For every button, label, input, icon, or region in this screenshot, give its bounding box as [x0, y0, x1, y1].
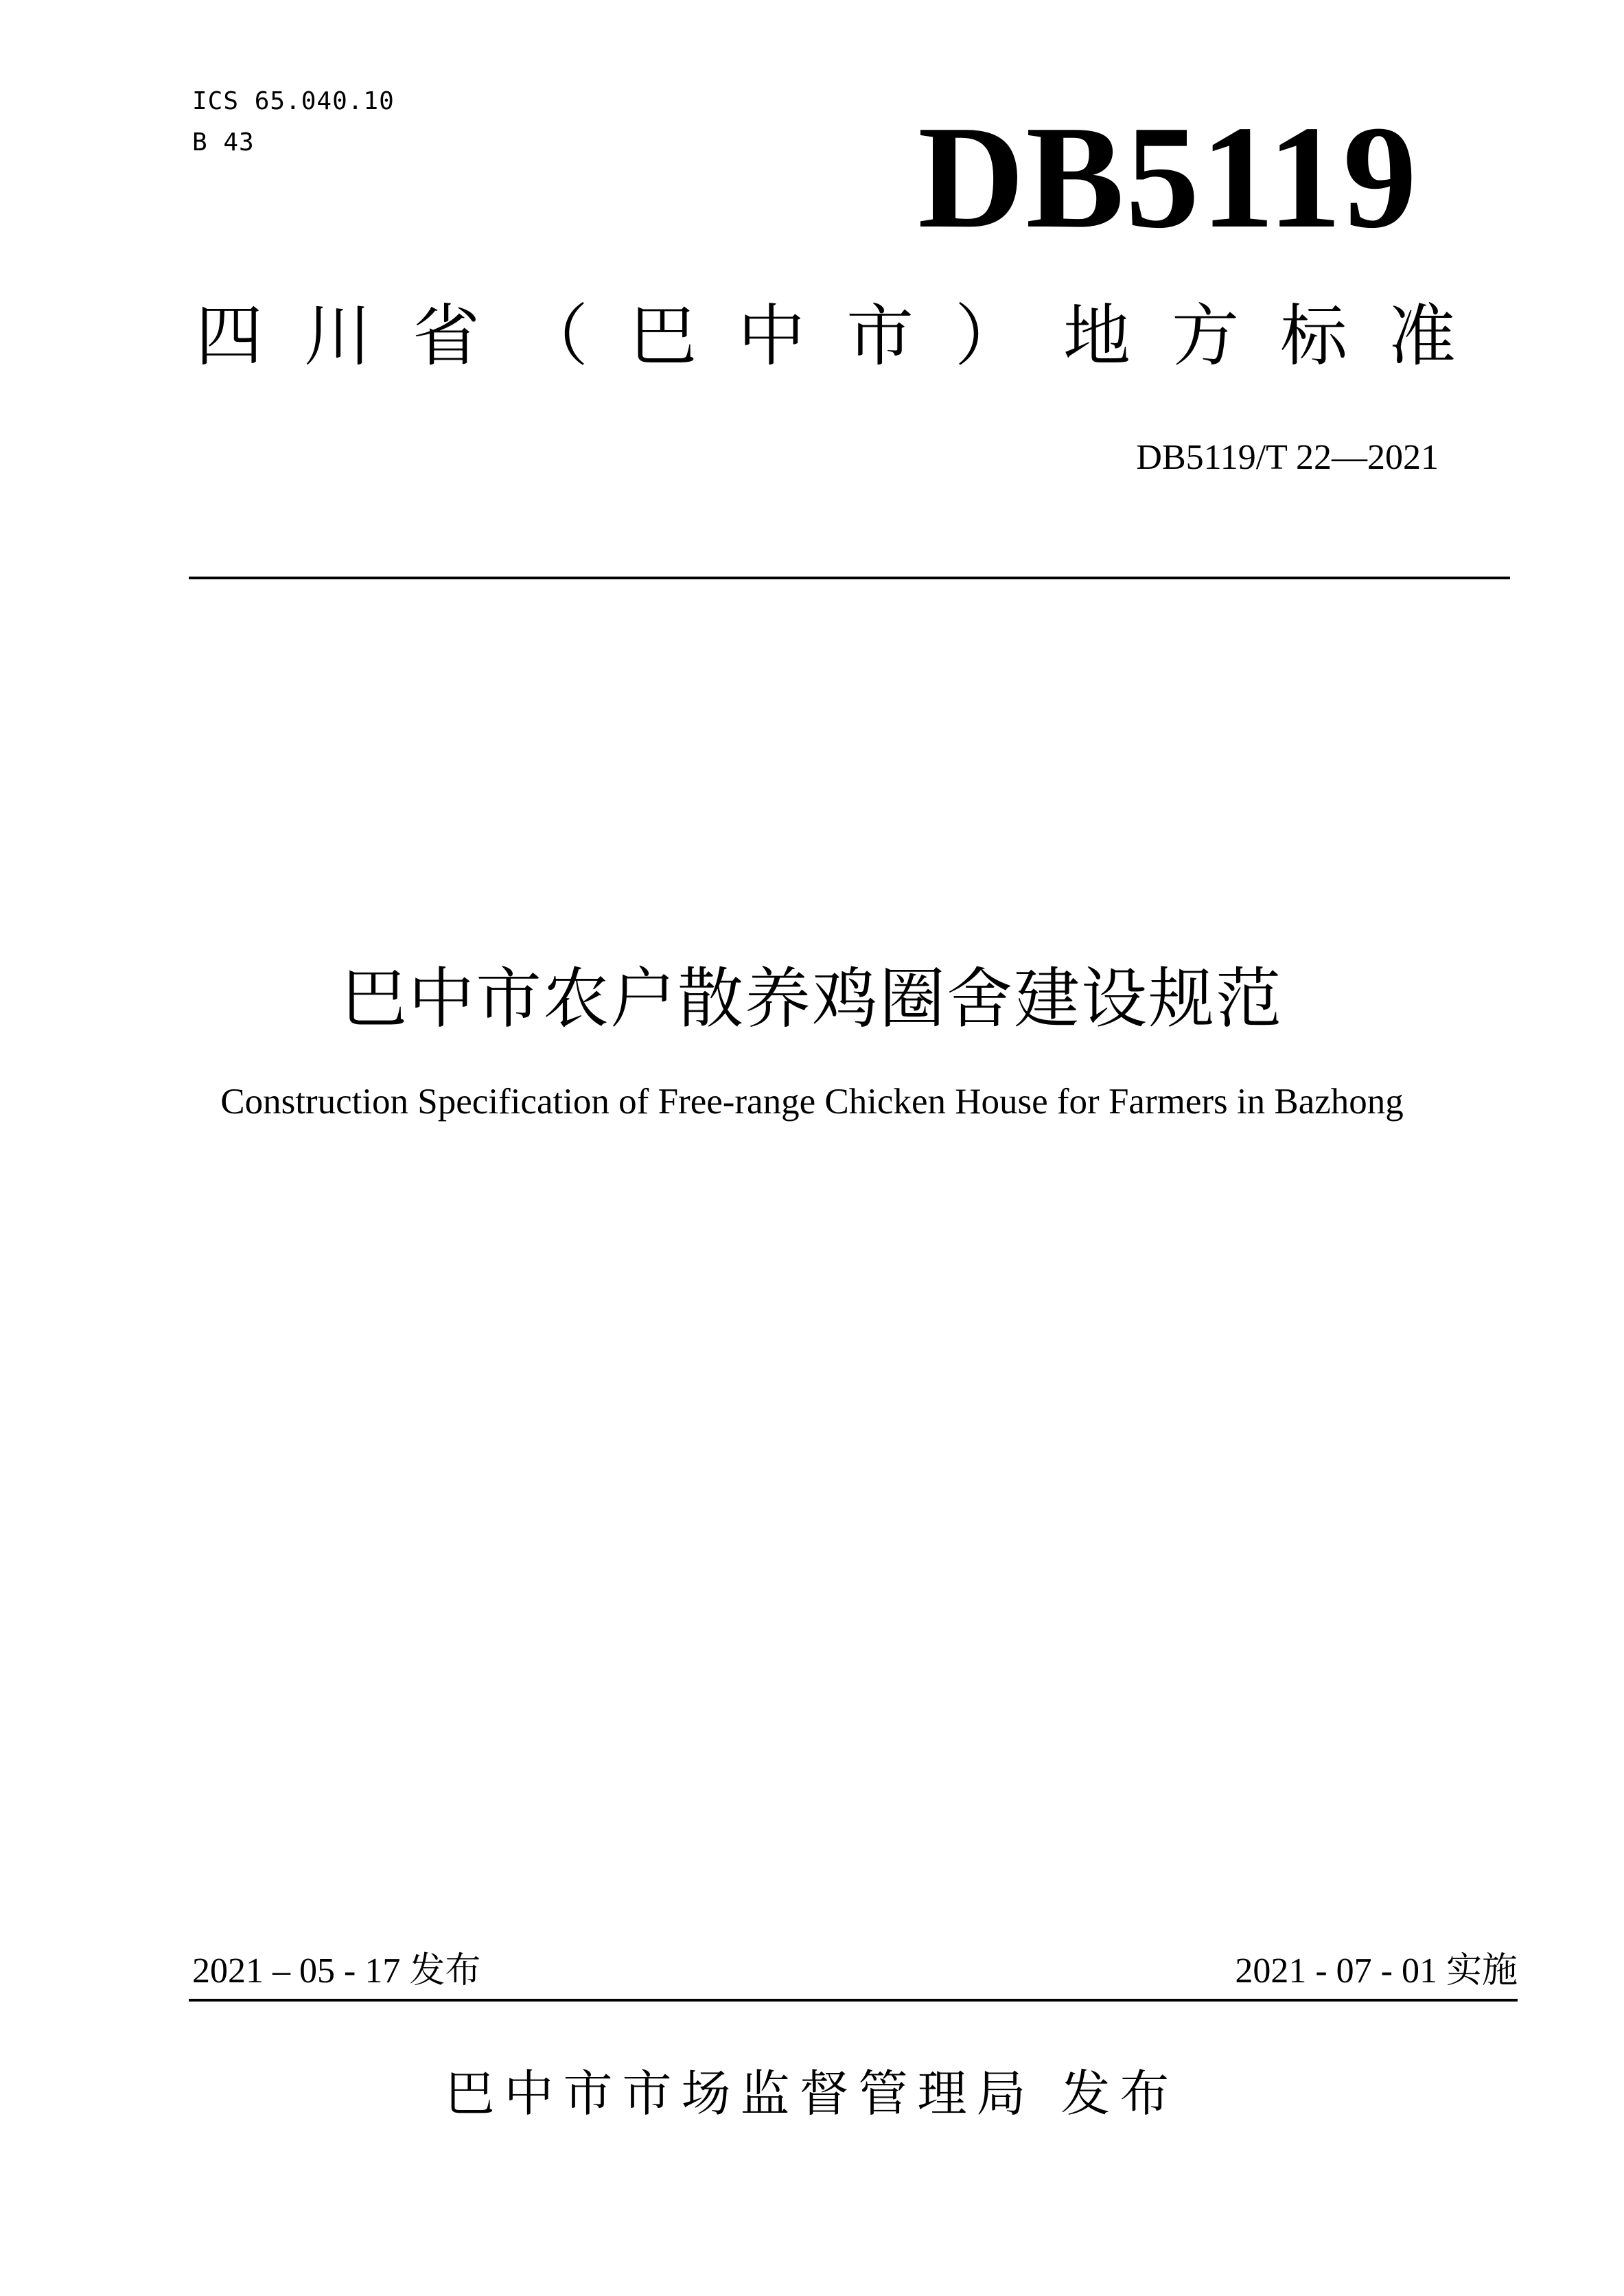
classification-codes	[192, 81, 395, 163]
standard-code-large: DB5119	[918, 95, 1418, 259]
ics-code: ICS 65.040.10	[192, 87, 395, 115]
implementation-date: 2021 - 07 - 01 实施	[1235, 1951, 1518, 1991]
standard-type-heading: 四川省（巴中市）地方标准	[196, 297, 1498, 375]
publisher-line: 巴中市市场监督管理局 发布	[445, 2065, 1179, 2122]
document-title-english: Construction Specification of Free-range Chicken House for Farmers in Bazhong	[220, 1082, 1404, 1122]
bottom-divider	[189, 1999, 1518, 2002]
issue-date: 2021 – 05 - 17 发布	[192, 1951, 481, 1991]
top-divider	[189, 577, 1510, 579]
document-title-chinese: 巴中市农户散养鸡圈舍建设规范	[341, 960, 1283, 1037]
ccs-code: B 43	[192, 128, 255, 156]
standard-number: DB5119/T 22—2021	[1136, 438, 1439, 477]
